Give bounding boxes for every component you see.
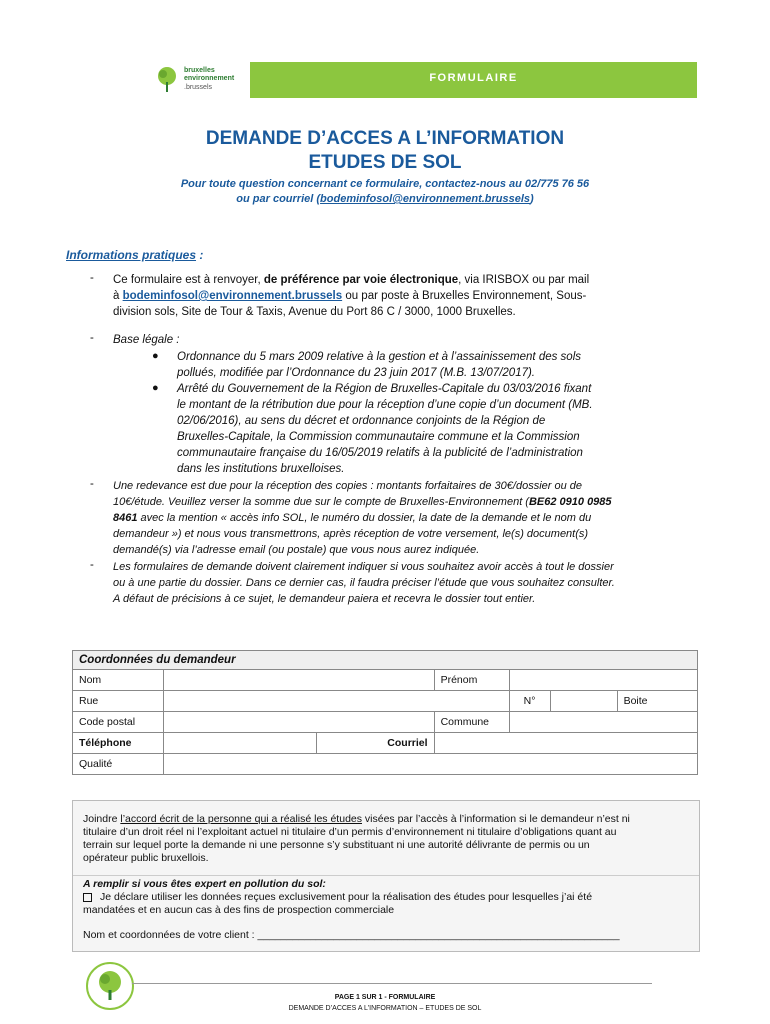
text: ou par poste à Bruxelles Environnement, Sous- xyxy=(342,290,587,302)
text: Je déclare utiliser les données reçues exclusivement pour la réalisation des études pour lesquelles j’ai été xyxy=(100,891,593,903)
tree-logo-icon xyxy=(156,66,178,94)
info-item-1-line-2 xyxy=(113,288,703,304)
line: dans les institutions bruxelloises. xyxy=(177,463,345,475)
label-nom: Nom xyxy=(73,670,164,691)
logo-line-2: environnement xyxy=(184,75,235,82)
line: titulaire d’un droit réel ni l’exploitant actuel ni titulaire d’un permis d’environnement ni titulaire d’obligations quant au xyxy=(83,826,617,838)
label-telephone: Téléphone xyxy=(73,733,164,754)
line: A défaut de précisions à ce sujet, le demandeur paiera et recevra le dossier tout entier. xyxy=(113,593,536,605)
line xyxy=(83,813,689,826)
line xyxy=(113,494,708,510)
text: visées par l’accès à l’information si le demandeur n’est ni xyxy=(362,813,630,825)
info-item-1-line-3: division sols, Site de Tour & Taxis, Avenue du Port 86 C / 3000, 1000 Bruxelles. xyxy=(113,306,516,318)
line: le montant de la rétribution due pour la réception d’une copie d’un document (MB. xyxy=(177,399,593,411)
agreement-link: l’accord écrit de la personne qui a réalisé les études xyxy=(120,813,362,825)
label-qualite: Qualité xyxy=(73,754,164,775)
label-commune: Commune xyxy=(434,712,509,733)
line: communautaire française du 16/05/2019 relatifs à la publicité de l’administration xyxy=(177,447,583,459)
line: Bruxelles-Capitale, la Commission communautaire commune et la Commission xyxy=(177,431,580,443)
label-numero: N° xyxy=(509,691,550,712)
info-heading-colon: : xyxy=(196,248,204,262)
expert-heading: A remplir si vous êtes expert en pollution du sol: xyxy=(83,878,326,890)
boite-cell[interactable] xyxy=(617,691,697,712)
info-item-fee xyxy=(113,478,708,558)
input-prenom[interactable] xyxy=(509,670,697,691)
label-code-postal: Code postal xyxy=(73,712,164,733)
input-courriel[interactable] xyxy=(434,733,697,754)
input-commune[interactable] xyxy=(509,712,697,733)
authorization-box xyxy=(72,800,700,952)
info-heading xyxy=(66,248,203,262)
line: terrain sur lequel porte la demande ni une personne s’y substituant ni une autorité délivrante de permis ou un xyxy=(83,839,590,851)
contact-prefix: ou par courriel ( xyxy=(236,193,321,205)
line: 02/06/2016), au sens du décret et ordonnance conjoints de la Région de xyxy=(177,415,546,427)
input-code-postal[interactable] xyxy=(164,712,435,733)
page-title-line-2: ETUDES DE SOL xyxy=(308,152,462,173)
label-rue: Rue xyxy=(73,691,164,712)
dash-marker: - xyxy=(90,272,94,284)
logo xyxy=(110,62,250,98)
line: Ordonnance du 5 mars 2009 relative à la gestion et à l’assainissement des sols xyxy=(177,351,582,363)
input-qualite[interactable] xyxy=(164,754,698,775)
footer-logo xyxy=(86,962,134,1010)
text: 10€/étude. Veuillez verser la somme due sur le compte de Bruxelles-Environnement ( xyxy=(113,496,529,508)
contact-email-link[interactable]: bodeminfosol@environnement.brussels xyxy=(320,193,531,205)
page-title-line-1: DEMANDE D’ACCES A L’INFORMATION xyxy=(205,128,565,149)
email-link[interactable]: bodeminfosol@environnement.brussels xyxy=(122,290,343,302)
label-boite: Boite xyxy=(623,695,648,707)
text: Ce formulaire est à renvoyer, xyxy=(113,274,264,286)
text-bold: de préférence par voie électronique xyxy=(263,274,459,286)
text: , via IRISBOX ou par mail xyxy=(458,274,590,286)
tree-logo-icon xyxy=(88,964,132,1008)
contact-line-1: Pour toute question concernant ce formulaire, contactez-nous au 02/775 76 56 xyxy=(180,178,590,190)
line: Les formulaires de demande doivent clairement indiquer si vous souhaitez avoir accès à tout le dossier xyxy=(113,561,614,573)
form-label: FORMULAIRE xyxy=(429,72,518,84)
info-item-forms xyxy=(113,559,708,607)
input-numero[interactable] xyxy=(550,691,617,712)
line: ou à une partie du dossier. Dans ce dernier cas, il faudra préciser l’étude que vous souhaitez consulter. xyxy=(113,577,615,589)
line: mandatées et en aucun cas à des fins de prospection commerciale xyxy=(83,904,395,916)
legal-bullet-1 xyxy=(177,349,653,381)
line xyxy=(113,510,708,526)
text: avec la mention « accès info SOL, le numéro du dossier, la date de la demande et le nom du xyxy=(137,512,592,524)
iban-part-2: 8461 xyxy=(113,512,138,524)
declaration-checkbox[interactable] xyxy=(83,893,92,902)
line: Arrêté du Gouvernement de la Région de Bruxelles-Capitale du 03/03/2016 fixant xyxy=(177,383,592,395)
dash-marker: - xyxy=(90,478,94,490)
text: Joindre xyxy=(83,813,121,825)
bullet-icon: ● xyxy=(152,382,159,394)
line: pollués, modifiée par l’Ordonnance du 23 juin 2017 (M.B. 13/07/2017). xyxy=(177,367,536,379)
line: opérateur public bruxellois. xyxy=(83,852,209,864)
line: Une redevance est due pour la réception des copies : montants forfaitaires de 30€/dossier ou de xyxy=(113,480,583,492)
legal-bullet-2 xyxy=(177,381,653,477)
applicant-table xyxy=(72,650,698,775)
applicant-table-heading: Coordonnées du demandeur xyxy=(73,651,698,670)
info-item-1-line-1 xyxy=(113,272,703,288)
label-courriel: Courriel xyxy=(317,733,435,754)
logo-line-1: bruxelles xyxy=(184,67,215,74)
bullet-icon: ● xyxy=(152,350,159,362)
header-band xyxy=(250,62,697,98)
line: demandé(s) via l’adresse email (ou postale) que vous nous aurez indiquée. xyxy=(113,544,480,556)
dash-marker: - xyxy=(90,559,94,571)
info-item-form-return xyxy=(113,272,703,320)
footer-page: PAGE 1 SUR 1 - FORMULAIRE xyxy=(334,994,436,1001)
footer-doc-title: DEMANDE D’ACCES A L’INFORMATION – ETUDES DE SOL xyxy=(288,1005,482,1012)
input-telephone[interactable] xyxy=(164,733,317,754)
text: à xyxy=(113,290,123,302)
legal-base-label: Base légale : xyxy=(113,334,180,346)
input-nom[interactable] xyxy=(164,670,435,691)
contact-suffix: ) xyxy=(530,193,534,205)
client-field[interactable]: Nom et coordonnées de votre client : ______________________________________________________________ xyxy=(83,929,620,941)
iban-part-1: BE62 0910 0985 xyxy=(528,496,612,508)
logo-line-3: .brussels xyxy=(184,84,213,91)
footer-rule xyxy=(132,983,652,984)
agreement-paragraph xyxy=(83,813,689,865)
label-prenom: Prénom xyxy=(434,670,509,691)
divider xyxy=(73,875,699,876)
line xyxy=(83,891,689,904)
declaration xyxy=(83,891,689,917)
contact-line-2 xyxy=(0,193,770,205)
line: demandeur ») et nous vous transmettrons, après réception de votre versement, le(s) document(s) xyxy=(113,528,589,540)
dash-marker: - xyxy=(90,332,94,344)
info-heading-text: Informations pratiques xyxy=(66,248,197,262)
input-rue[interactable] xyxy=(164,691,510,712)
